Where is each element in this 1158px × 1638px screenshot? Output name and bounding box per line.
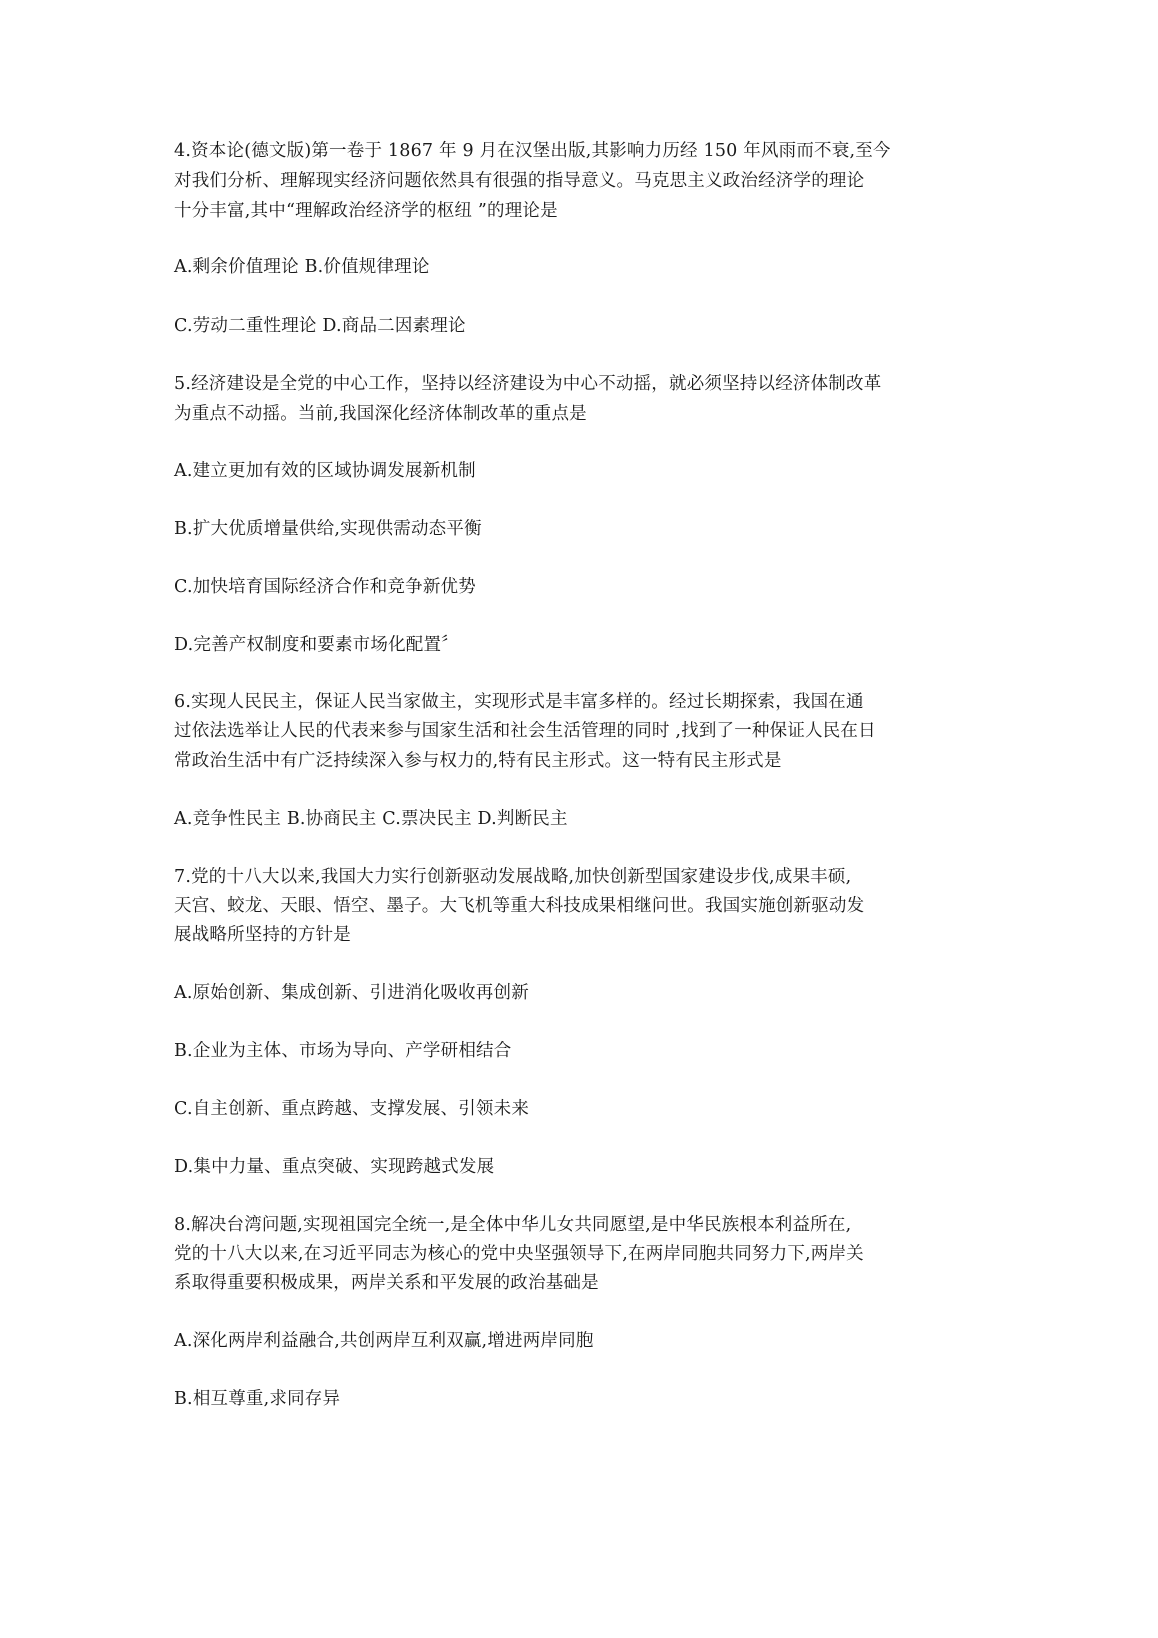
answer-option: A.建立更加有效的区域协调发展新机制 <box>174 461 476 481</box>
question-stem-line: 党的十八大以来,在习近平同志为核心的党中央坚强领导下,在两岸同胞共同努力下,两岸关 <box>174 1244 864 1264</box>
question-stem-line: 6.实现人民民主，保证人民当家做主，实现形式是丰富多样的。经过长期探索，我国在通 <box>174 692 864 712</box>
question-stem-line: 8.解决台湾问题,实现祖国完全统一,是全体中华儿女共同愿望,是中华民族根本利益所在, <box>174 1215 852 1235</box>
question-stem-line: 过依法选举让人民的代表来参与国家生活和社会生活管理的同时 ,找到了一种保证人民在日 <box>174 721 876 741</box>
answer-option: A.竞争性民主 B.协商民主 C.票决民主 D.判断民主 <box>174 809 568 829</box>
answer-option: D.完善产权制度和要素市场化配置〞 <box>174 635 459 655</box>
answer-option: B.企业为主体、市场为导向、产学研相结合 <box>174 1041 512 1061</box>
question-stem-line: 对我们分析、理解现实经济问题依然具有很强的指导意义。马克思主义政治经济学的理论 <box>174 171 865 191</box>
question-stem-line: 天宫、蛟龙、天眼、悟空、墨子。大飞机等重大科技成果相继问世。我国实施创新驱动发 <box>174 896 865 916</box>
answer-option: C.劳动二重性理论 D.商品二因素理论 <box>174 316 466 336</box>
question-stem-line: 5.经济建设是全党的中心工作，坚持以经济建设为中心不动摇，就必须坚持以经济体制改革 <box>174 374 882 394</box>
answer-option: C.加快培育国际经济合作和竞争新优势 <box>174 577 476 597</box>
question-stem-line: 展战略所坚持的方针是 <box>174 925 351 945</box>
answer-option: A.剩余价值理论 B.价值规律理论 <box>174 257 430 277</box>
question-stem-line: 为重点不动摇。当前,我国深化经济体制改革的重点是 <box>174 404 587 424</box>
question-stem-line: 4.资本论(德文版)第一卷于 1867 年 9 月在汉堡出版,其影响力历经 150 年风雨而不衰,至今 <box>174 141 891 161</box>
question-stem-line: 7.党的十八大以来,我国大力实行创新驱动发展战略,加快创新型国家建设步伐,成果丰硕, <box>174 867 852 887</box>
answer-option: B.相互尊重,求同存异 <box>174 1389 341 1409</box>
answer-option: D.集中力量、重点突破、实现跨越式发展 <box>174 1157 495 1177</box>
answer-option: A.原始创新、集成创新、引进消化吸收再创新 <box>174 983 529 1003</box>
question-stem-line: 系取得重要积极成果，两岸关系和平发展的政治基础是 <box>174 1273 599 1293</box>
answer-option: C.自主创新、重点跨越、支撑发展、引领未来 <box>174 1099 530 1119</box>
answer-option: B.扩大优质增量供给,实现供需动态平衡 <box>174 519 482 539</box>
answer-option: A.深化两岸利益融合,共创两岸互利双赢,增进两岸同胞 <box>174 1331 594 1351</box>
question-stem-line: 十分丰富,其中“理解政治经济学的枢纽 ”的理论是 <box>174 201 558 221</box>
question-stem-line: 常政治生活中有广泛持续深入参与权力的,特有民主形式。这一特有民主形式是 <box>174 751 782 771</box>
